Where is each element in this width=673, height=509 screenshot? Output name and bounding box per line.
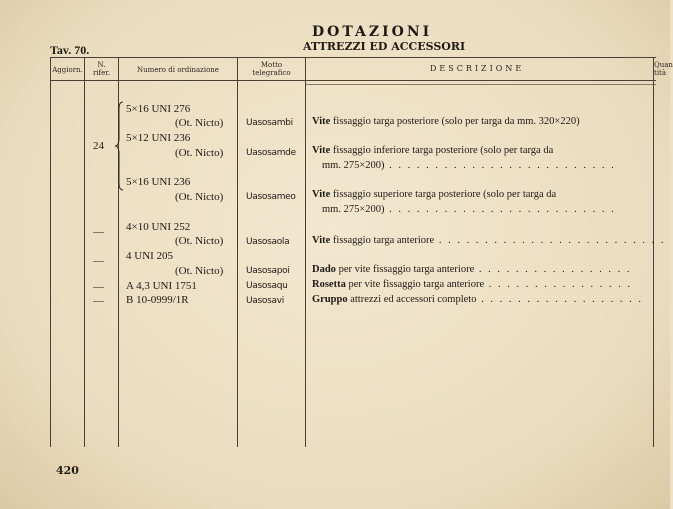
col-header-quantita-2: tità [654, 69, 667, 77]
rif-number: — [93, 255, 104, 267]
col-header-motto-1: Motto [260, 61, 283, 69]
rif-number: — [93, 226, 104, 238]
table-number: Tav. 70. [50, 43, 90, 57]
telegraphic-code: Uasosapoi [246, 266, 290, 276]
description-text: fissaggio inferiore targa posteriore (solo per targa da [330, 145, 554, 156]
col-header-rifer-2: rifer. [92, 69, 111, 77]
leader-dots: . . . . . . . . . . . . . . . . . . [476, 294, 643, 305]
description-noun: Vite [312, 235, 331, 246]
description-text: attrezzi ed accessori completo [347, 294, 477, 305]
order-code-note: (Ot. Nicto) [175, 235, 224, 247]
order-code-note: (Ot. Nicto) [175, 191, 224, 203]
col-header-motto-2: telegrafico [252, 69, 291, 77]
col-header-quantita-1: Quan [654, 61, 673, 69]
page-title: DOTAZIONI [312, 24, 433, 40]
order-code-note: (Ot. Nicto) [175, 265, 224, 277]
column-divider [50, 57, 51, 447]
order-code: 5×12 UNI 236 [126, 132, 191, 144]
leader-dots: . . . . . . . . . . . . . . . . . . . . . . . . . [384, 204, 616, 215]
column-divider [305, 57, 306, 447]
rif-number: 24 [93, 140, 104, 152]
order-code: 4×10 UNI 252 [126, 221, 191, 233]
order-code-note: (Ot. Nicto) [175, 117, 224, 129]
column-divider [237, 57, 238, 447]
rif-number: — [93, 281, 104, 293]
description-text: fissaggio superiore targa posteriore (solo per targa da [330, 189, 557, 200]
order-code: B 10-0999/1R [126, 294, 189, 306]
telegraphic-code: Uasosaola [246, 237, 290, 247]
page-subtitle: ATTREZZI ED ACCESSORI [303, 40, 466, 53]
description-noun: Gruppo [312, 294, 348, 305]
description-text: per vite fissaggio targa anteriore [345, 279, 485, 290]
leader-dots: . . . . . . . . . . . . . . . . . . . . . . . . . [434, 235, 666, 246]
description-text: per vite fissaggio targa anteriore [335, 264, 475, 275]
description-continuation [322, 160, 616, 171]
leader-dots: . . . . . . . . . . . . . . . . . . . . . . . . . [384, 160, 616, 171]
description-noun: Vite [312, 116, 331, 127]
description [312, 145, 553, 156]
description-noun: Rosetta [312, 279, 346, 290]
description-text: fissaggio targa anteriore [330, 235, 435, 246]
description-noun: Dado [312, 264, 336, 275]
description-text: mm. 275×200) [322, 160, 385, 171]
leader-dots: . . . . . . . . . . . . . . . . . [474, 264, 632, 275]
table-header-rule [50, 80, 656, 81]
col-header-descrizione: DESCRIZIONE [430, 64, 525, 73]
description-text: fissaggio targa posteriore (solo per targa da mm. 320×220) [330, 116, 580, 127]
description-noun: Vite [312, 145, 331, 156]
order-code: 5×16 UNI 276 [126, 103, 191, 115]
description [312, 116, 580, 127]
telegraphic-code: Uasosaqu [246, 281, 288, 291]
rif-number: — [93, 295, 104, 307]
table-top-rule [50, 57, 656, 58]
leader-dots: . . . . . . . . . . . . . . . . [484, 279, 633, 290]
order-code: 4 UNI 205 [126, 250, 174, 262]
description-header-underline [305, 84, 656, 85]
order-code-note: (Ot. Nicto) [175, 147, 224, 159]
grouping-brace-icon [115, 100, 125, 192]
description [312, 294, 643, 305]
description-continuation [322, 204, 616, 215]
order-code: A 4,3 UNI 1751 [126, 280, 197, 292]
col-header-numero: Numero di ordinazione [137, 66, 219, 74]
description-text: mm. 275×200) [322, 204, 385, 215]
col-header-aggiorn: Aggiorn. [52, 66, 83, 74]
column-divider [653, 57, 654, 447]
telegraphic-code: Uasosameo [246, 192, 296, 202]
description [312, 279, 632, 290]
telegraphic-code: Uasosambi [246, 118, 293, 128]
order-code: 5×16 UNI 236 [126, 176, 191, 188]
telegraphic-code: Uasosamde [246, 148, 296, 158]
column-divider [84, 57, 85, 447]
description [312, 235, 665, 246]
description-noun: Vite [312, 189, 331, 200]
telegraphic-code: Uasosavi [246, 296, 284, 306]
page-number: 420 [56, 464, 79, 477]
description [312, 189, 556, 200]
col-header-rifer-1: N. [97, 61, 106, 69]
description [312, 264, 631, 275]
